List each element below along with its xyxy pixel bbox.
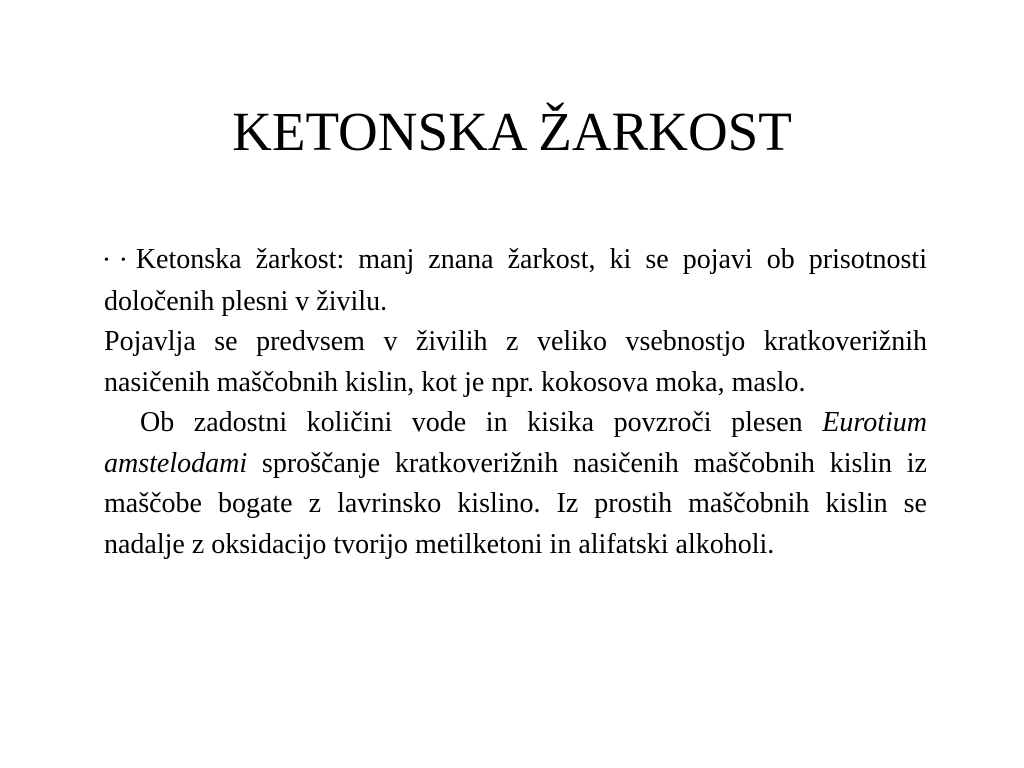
paragraph-3-text-end: sproščanje kratkoverižnih nasičenih maščobnih kislin iz maščobe bogate z lavrinsko kislino. Iz prostih maščobnih kislin se nadalje z oksidacijo tvorijo metilketoni in alifatski alkoholi. xyxy=(104,447,927,560)
bullet-icon: • xyxy=(104,253,109,268)
paragraph-3 xyxy=(104,403,927,565)
slide-title: KETONSKA ŽARKOST xyxy=(232,101,792,162)
bullet-icon: • xyxy=(120,253,126,268)
paragraph-3-text-start: Ob zadostni količini vode in kisika povzroči plesen xyxy=(140,407,823,438)
paragraph-2: Pojavlja se predvsem v živilih z veliko vsebnostjo kratkoverižnih nasičenih maščobnih kislin, kot je npr. kokosova moka, maslo. xyxy=(104,326,927,398)
species-name: Eurotium amstelodami xyxy=(104,407,927,479)
paragraph-1 xyxy=(104,240,927,322)
paragraph-1-text: Ketonska žarkost: manj znana žarkost, ki se pojavi ob prisotnosti določenih plesni v živilu. xyxy=(104,244,927,317)
slide-body xyxy=(104,240,927,565)
